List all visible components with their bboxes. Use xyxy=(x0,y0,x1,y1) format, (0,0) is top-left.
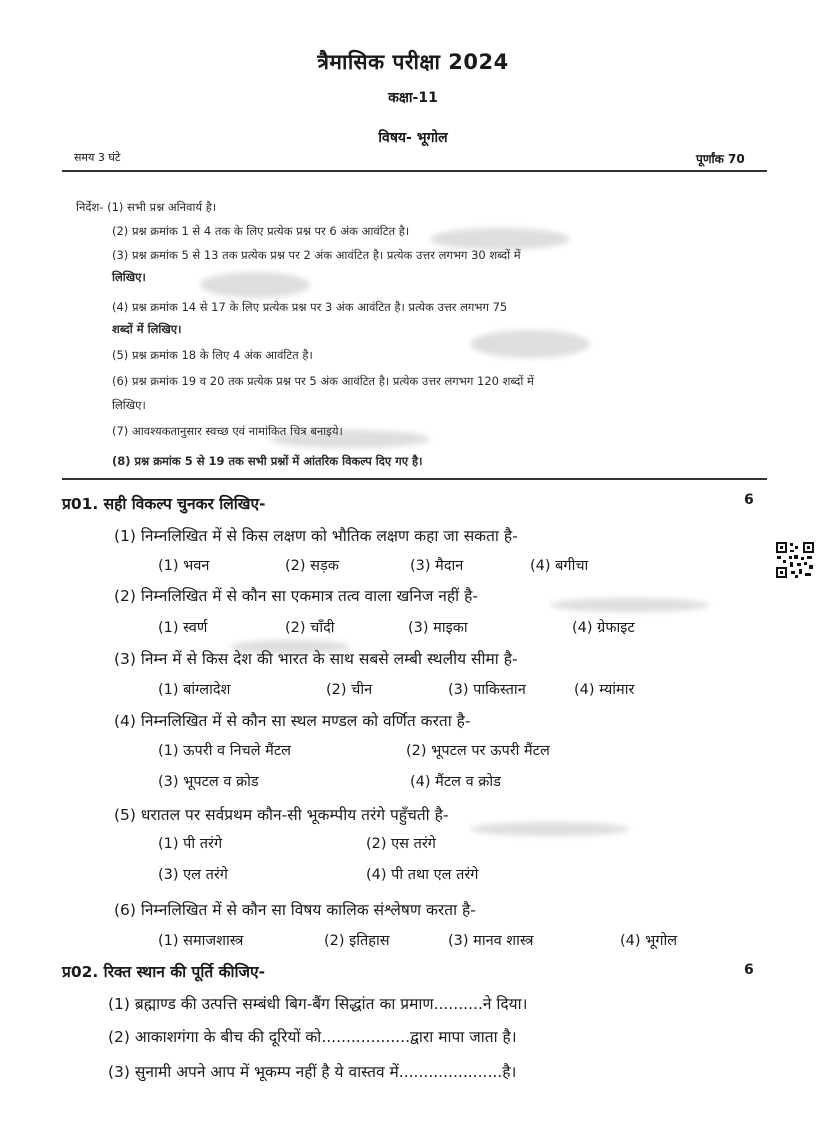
option: (3) मानव शास्त्र xyxy=(448,933,534,949)
class-label: कक्षा-11 xyxy=(388,90,438,106)
option: (4) ग्रेफाइट xyxy=(572,620,635,636)
max-marks-label: पूर्णांक 70 xyxy=(696,152,745,166)
question-1-item: (5) धरातल पर सर्वप्रथम कौन-सी भूकम्पीय तरंगे पहुँचती है- xyxy=(114,806,449,824)
option: (2) चीन xyxy=(326,682,373,698)
question-2-item: (3) सुनामी अपने आप में भूकम्प नहीं है ये वास्तव में.....................है। xyxy=(108,1063,517,1081)
option: (4) म्यांमार xyxy=(574,682,635,698)
instruction-line: लिखिए। xyxy=(112,270,146,284)
question-1-item: (6) निम्नलिखित में से कौन सा विषय कालिक संश्लेषण करता है- xyxy=(114,901,476,919)
instruction-line: (3) प्रश्न क्रमांक 5 से 13 तक प्रत्येक प्रश्न पर 2 अंक आवंटित है। प्रत्येक उत्तर लगभग 30 शब्दों में xyxy=(112,248,521,262)
instruction-line: (7) आवश्यकतानुसार स्वच्छ एवं नामांकित चित्र बनाइये। xyxy=(112,424,343,438)
instruction-line: लिखिए। xyxy=(112,398,146,412)
option: (4) बगीचा xyxy=(530,558,589,574)
option: (3) पाकिस्तान xyxy=(448,682,526,698)
question-1-item: (1) निम्नलिखित में से किस लक्षण को भौतिक लक्षण कहा जा सकता है- xyxy=(114,527,518,545)
question-1-marks: 6 xyxy=(744,492,754,508)
instructions-divider xyxy=(62,478,767,480)
option: (4) पी तथा एल तरंगे xyxy=(366,867,479,883)
option: (4) भूगोल xyxy=(620,933,678,949)
instruction-line: (8) प्रश्न क्रमांक 5 से 19 तक सभी प्रश्नों में आंतरिक विकल्प दिए गए है। xyxy=(112,454,423,468)
option: (2) सड़क xyxy=(285,558,339,574)
option: (1) बांग्लादेश xyxy=(158,682,231,698)
instruction-line: (6) प्रश्न क्रमांक 19 व 20 तक प्रत्येक प्रश्न पर 5 अंक आवंटित है। प्रत्येक उत्तर लगभग 120 शब्दों में xyxy=(112,374,534,388)
option: (1) भवन xyxy=(158,558,210,574)
instruction-line: (2) प्रश्न क्रमांक 1 से 4 तक के लिए प्रत्येक प्रश्न पर 6 अंक आवंटित है। xyxy=(112,224,410,238)
option: (3) भूपटल व क्रोड xyxy=(158,774,259,790)
header-divider xyxy=(62,170,767,172)
option: (2) भूपटल पर ऊपरी मैंटल xyxy=(406,743,550,759)
option: (3) मैदान xyxy=(410,558,464,574)
instruction-line: निर्देश- (1) सभी प्रश्न अनिवार्य है। xyxy=(76,200,217,214)
option: (3) एल तरंगे xyxy=(158,867,228,883)
option: (1) समाजशास्त्र xyxy=(158,933,244,949)
option: (3) माइका xyxy=(408,620,468,636)
subject-label: विषय- भूगोल xyxy=(378,130,448,146)
instruction-line: (4) प्रश्न क्रमांक 14 से 17 के लिए प्रत्येक प्रश्न पर 3 अंक आवंटित है। प्रत्येक उत्तर लगभग 75 xyxy=(112,300,508,314)
question-1-item: (4) निम्नलिखित में से कौन सा स्थल मण्डल को वर्णित करता है- xyxy=(114,712,471,730)
option: (4) मैंटल व क्रोड xyxy=(410,774,501,790)
question-1-label: प्र01. सही विकल्प चुनकर लिखिए- xyxy=(62,495,266,513)
exam-title: त्रैमासिक परीक्षा 2024 xyxy=(317,50,509,74)
time-label: समय 3 घंटे xyxy=(74,151,121,164)
option: (2) एस तरंगे xyxy=(366,836,436,852)
question-2-item: (2) आकाशगंगा के बीच की दूरियों को..................द्वारा मापा जाता है। xyxy=(108,1028,517,1046)
option: (1) पी तरंगे xyxy=(158,836,223,852)
option: (1) ऊपरी व निचले मैंटल xyxy=(158,743,291,759)
option: (2) चाँदी xyxy=(285,620,335,636)
question-1-item: (2) निम्नलिखित में से कौन सा एकमात्र तत्व वाला खनिज नहीं है- xyxy=(114,587,478,605)
question-2-item: (1) ब्रह्माण्ड की उत्पत्ति सम्बंधी बिग-बैंग सिद्धांत का प्रमाण..........ने दिया। xyxy=(108,995,528,1013)
option: (1) स्वर्ण xyxy=(158,620,208,636)
instruction-line: शब्दों में लिखिए। xyxy=(112,322,182,336)
option: (2) इतिहास xyxy=(324,933,390,949)
qr-code-icon xyxy=(775,541,815,579)
question-2-label: प्र02. रिक्त स्थान की पूर्ति कीजिए- xyxy=(62,963,266,981)
question-1-item: (3) निम्न में से किस देश की भारत के साथ सबसे लम्बी स्थलीय सीमा है- xyxy=(114,650,518,668)
instruction-line: (5) प्रश्न क्रमांक 18 के लिए 4 अंक आवंटित है। xyxy=(112,348,313,362)
question-2-marks: 6 xyxy=(744,962,754,978)
